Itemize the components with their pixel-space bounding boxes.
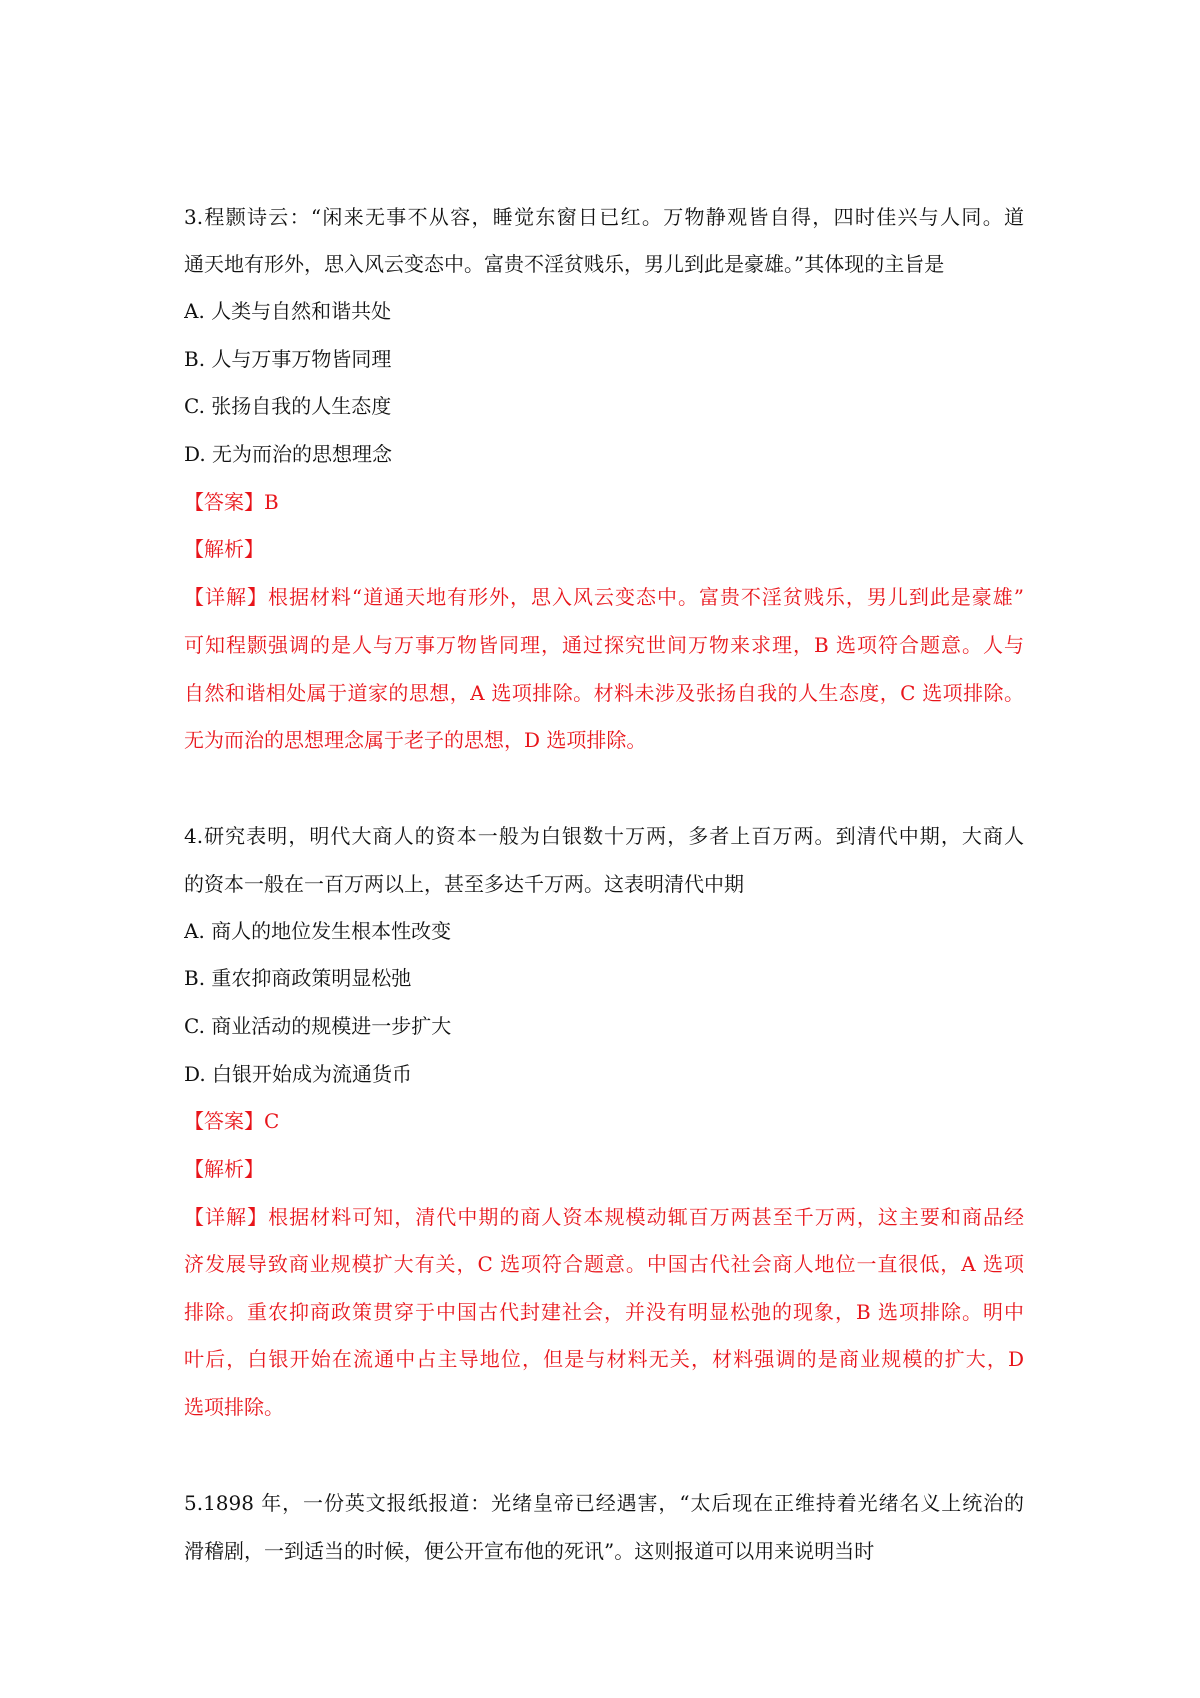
- question-3-detail-line-1: 【详解】根据材料“道通天地有形外，思入风云变态中。富贵不淫贫贱乐，男儿到此是豪雄”: [184, 585, 1024, 609]
- question-4-detail-line-3: 排除。重农抑商政策贯穿于中国古代封建社会，并没有明显松弛的现象，B 选项排除。明中: [184, 1300, 1024, 1324]
- question-3-stem-line-2: 通天地有形外，思入风云变态中。富贵不淫贫贱乐，男儿到此是豪雄。”其体现的主旨是: [184, 252, 945, 276]
- question-4-option-c: C. 商业活动的规模进一步扩大: [184, 1014, 452, 1038]
- question-3-stem-line-1: 3.程颢诗云：“闲来无事不从容，睡觉东窗日已红。万物静观皆自得，四时佳兴与人同。道: [184, 205, 1024, 229]
- question-4-stem-line-2: 的资本一般在一百万两以上，甚至多达千万两。这表明清代中期: [184, 872, 744, 896]
- question-4-option-b: B. 重农抑商政策明显松弛: [184, 966, 412, 990]
- question-4-detail-line-1: 【详解】根据材料可知，清代中期的商人资本规模动辄百万两甚至千万两，这主要和商品经: [184, 1205, 1024, 1229]
- question-3-detail-line-3: 自然和谐相处属于道家的思想，A 选项排除。材料未涉及张扬自我的人生态度，C 选项排除。: [184, 681, 1024, 705]
- question-4-detail-line-2: 济发展导致商业规模扩大有关，C 选项符合题意。中国古代社会商人地位一直很低，A 选项: [184, 1252, 1024, 1276]
- question-3-option-c: C. 张扬自我的人生态度: [184, 394, 392, 418]
- question-4-option-a: A. 商人的地位发生根本性改变: [184, 919, 452, 943]
- question-4-option-d: D. 白银开始成为流通货币: [184, 1062, 413, 1086]
- question-3-option-d: D. 无为而治的思想理念: [184, 442, 393, 466]
- question-3-detail-line-2: 可知程颢强调的是人与万事万物皆同理，通过探究世间万物来求理，B 选项符合题意。人与: [184, 633, 1024, 657]
- question-3-option-a: A. 人类与自然和谐共处: [184, 299, 392, 323]
- question-3-analysis-label: 【解析】: [184, 537, 264, 561]
- question-5-stem-line-1: 5.1898 年，一份英文报纸报道：光绪皇帝已经遇害，“太后现在正维持着光绪名义上统治的: [184, 1491, 1024, 1515]
- question-4-stem-line-1: 4.研究表明，明代大商人的资本一般为白银数十万两，多者上百万两。到清代中期，大商人: [184, 824, 1024, 848]
- question-4-detail-line-4: 叶后，白银开始在流通中占主导地位，但是与材料无关，材料强调的是商业规模的扩大，D: [184, 1347, 1024, 1371]
- question-4-analysis-label: 【解析】: [184, 1157, 264, 1181]
- question-5-stem-line-2: 滑稽剧，一到适当的时候，便公开宣布他的死讯”。这则报道可以用来说明当时: [184, 1539, 875, 1563]
- question-3-option-b: B. 人与万事万物皆同理: [184, 347, 392, 371]
- question-3-answer: 【答案】B: [184, 490, 279, 514]
- question-4-answer: 【答案】C: [184, 1109, 280, 1133]
- question-3-detail-line-4: 无为而治的思想理念属于老子的思想，D 选项排除。: [184, 728, 647, 752]
- question-4-detail-line-5: 选项排除。: [184, 1395, 284, 1419]
